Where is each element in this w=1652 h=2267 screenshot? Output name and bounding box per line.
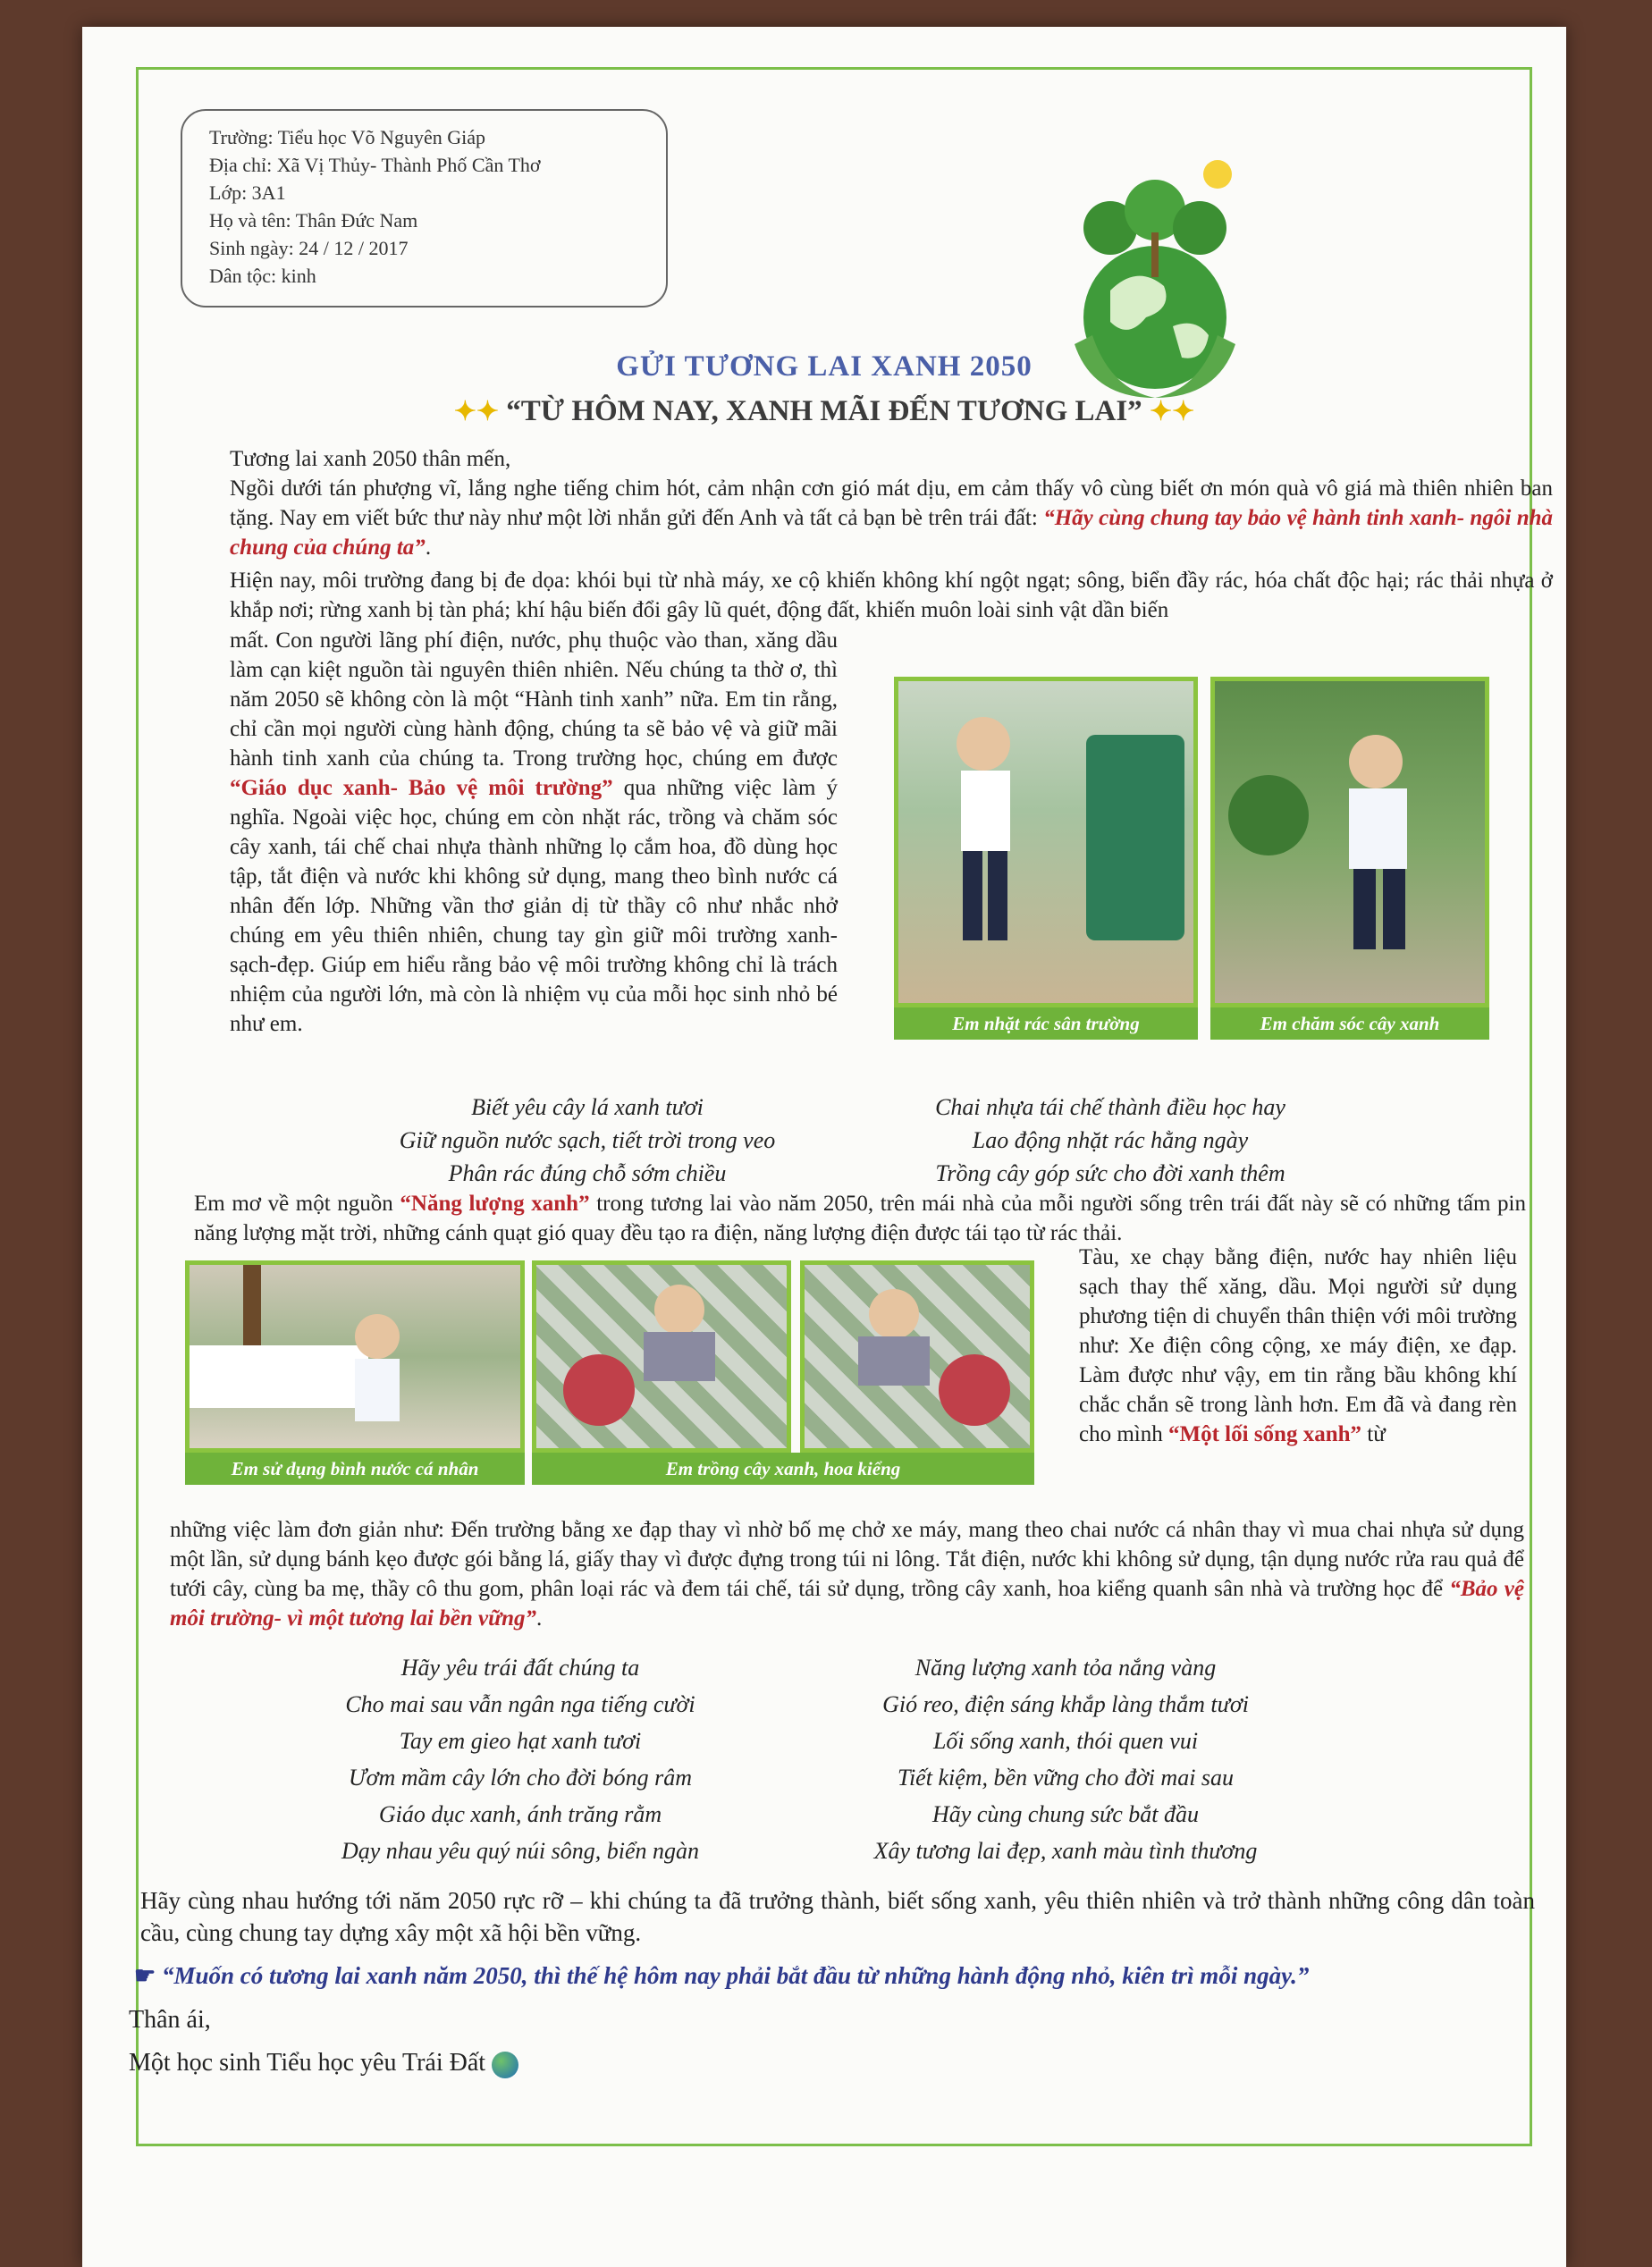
name-line: Họ và tên: Thân Đức Nam [209, 209, 418, 232]
class-line: Lớp: 3A1 [209, 181, 286, 204]
paragraph-7: Hãy cùng nhau hướng tới năm 2050 rực rỡ – khi chúng ta đã trưởng thành, biết sống xanh, yêu thiên nhiên và trở thành những công dân toàn cầu, cùng chung tay dựng xây một xã hội bền vững. [140, 1887, 1535, 1946]
globe-icon [492, 2052, 518, 2078]
student-info-box [181, 109, 668, 308]
address-line: Địa chỉ: Xã Vị Thủy- Thành Phố Cần Thơ [209, 154, 541, 176]
poem-1-right: Chai nhựa tái chế thành điều học hay Lao động nhặt rác hằng ngày Trồng cây góp sức cho đời xanh thêm [935, 1094, 1285, 1186]
photo-water-bottle [185, 1260, 525, 1453]
paragraph-2: Hiện nay, môi trường đang bị đe dọa: khói bụi từ nhà máy, xe cộ khiến không khí ngột ngạt; sông, biển đầy rác, hóa chất độc hại; rác thải nhựa ở khắp nơi; rừng xanh bị tàn phá; khí hậu biến đổi gây lũ quét, động đất, khiến muôn loài sinh vật dần biến [230, 569, 1553, 622]
letter-sheet [82, 27, 1566, 2267]
highlight-quote: “Hãy cùng chung tay bảo vệ hành tinh xanh- ngôi nhà chung của chúng ta” [230, 506, 1553, 560]
boy-watering-illustration [1215, 681, 1485, 1003]
paragraph-5: Tàu, xe chạy bằng điện, nước hay nhiên liệu sạch thay thế xăng, dầu. Mọi người sử dụng phương tiện di chuyển thân thiện với môi trường như: Xe điện công cộng, xe máy điện, xe đạp. Làm được như vậy, em tin rằng bầu không khí chắc chắn sẽ trong lành hơn. Em đã và đang rèn cho mình “Một lối sống xanh” từ [1079, 1245, 1517, 1446]
signature: Một học sinh Tiểu học yêu Trái Đất [129, 2049, 518, 2078]
greeting: Tương lai xanh 2050 thân mến, [230, 447, 511, 471]
poem-2-left: Hãy yêu trái đất chúng ta Cho mai sau vẫn ngân nga tiếng cười Tay em gieo hạt xanh tươi Ươm mầm cây lớn cho đời bóng râm Giáo dục xanh, ánh trăng rằm Dạy nhau yêu quý núi sông, biển ngàn [341, 1655, 700, 1864]
star-icon: ✦✦ [1149, 397, 1195, 426]
letter-subtitle: ✦✦ “TỪ HÔM NAY, XANH MÃI ĐẾN TƯƠNG LAI” ✦✦ [453, 395, 1195, 427]
paragraph-1: Ngồi dưới tán phượng vĩ, lắng nghe tiếng chim hót, cảm nhận cơn gió mát dịu, em cảm thấy vô cùng biết ơn món quà vô giá mà thiên nhiên ban tặng. Nay em viết bức thư này như một lời nhắn gửi đến Anh và tất cả bạn bè trên trái đất: “Hãy cùng chung tay bảo vệ hành tinh xanh- ngôi nhà chung của chúng ta”. [230, 476, 1553, 560]
highlight-green-energy: “Năng lượng xanh” [400, 1192, 590, 1216]
paragraph-4: Em mơ về một nguồn “Năng lượng xanh” trong tương lai vào năm 2050, trên mái nhà của mỗi người sống trên trái đất này sẽ có những tấm pin năng lượng mặt trời, những cánh quạt gió quay đều tạo ra điện, năng lượng điện được tái tạo từ rác thải. [194, 1192, 1526, 1245]
boy-trash-bin-illustration [898, 681, 1193, 1003]
boy-planting-illustration [536, 1265, 787, 1448]
photo-planting-2 [800, 1260, 1034, 1453]
photo-planting-1 [532, 1260, 791, 1453]
ethnic-line: Dân tộc: kinh [209, 265, 316, 287]
paragraph-6: những việc làm đơn giản như: Đến trường bằng xe đạp thay vì nhờ bố mẹ chở xe máy, mang theo chai nước cá nhân thay vì mua chai nhựa sử dụng một lần, sử dụng bánh kẹo được gói bằng lá, giấy thay vì được đựng trong túi ni lông. Tắt điện, nước khi không sử dụng, tận dụng nước rửa rau quả để tưới cây, cùng ba mẹ, thầy cô thu gom, phân loại rác và đem tái chế, tái sử dụng, trồng cây xanh, hoa kiểng quanh sân nhà và trường học để “Bảo vệ môi trường- vì một tương lai bền vững”. [170, 1518, 1524, 1631]
letter-title: GỬI TƯƠNG LAI XANH 2050 [616, 350, 1032, 383]
star-icon: ✦✦ [453, 397, 500, 426]
closing: Thân ái, [129, 2006, 211, 2034]
photo-picking-trash [894, 677, 1198, 1007]
poem-1-left: Biết yêu cây lá xanh tươi Giữ nguồn nước sạch, tiết trời trong veo Phân rác đúng chỗ sớm chiều [399, 1094, 776, 1186]
caption-planting: Em trồng cây xanh, hoa kiểng [532, 1453, 1034, 1485]
pointing-hand-icon: ☛ [134, 1962, 156, 1989]
highlight-green-lifestyle: “Một lối sống xanh” [1168, 1422, 1362, 1446]
caption-watering-plants: Em chăm sóc cây xanh [1210, 1007, 1489, 1040]
photo-watering-plants [1210, 677, 1489, 1007]
birth-line: Sinh ngày: 24 / 12 / 2017 [209, 237, 409, 259]
highlight-sustainable: “Bảo vệ môi trường- vì một tương lai bền vững” [170, 1577, 1524, 1631]
caption-water-bottle: Em sử dụng bình nước cá nhân [185, 1453, 525, 1485]
closing-quote: ☛ “Muốn có tương lai xanh năm 2050, thì thế hệ hôm nay phải bắt đầu từ những hành động nhỏ, kiên trì mỗi ngày.” [134, 1962, 1310, 1989]
caption-picking-trash: Em nhặt rác sân trường [894, 1007, 1198, 1040]
boy-planting-illustration [805, 1265, 1030, 1448]
boy-bench-illustration [190, 1265, 520, 1448]
poem-2-right: Năng lượng xanh tỏa nắng vàng Gió reo, điện sáng khắp làng thắm tươi Lối sống xanh, thói quen vui Tiết kiệm, bền vững cho đời mai sau Hãy cùng chung sức bắt đầu Xây tương lai đẹp, xanh màu tình thương [873, 1655, 1258, 1864]
school-line: Trường: Tiểu học Võ Nguyên Giáp [209, 126, 485, 148]
paragraph-3: mất. Con người lãng phí điện, nước, phụ thuộc vào than, xăng dầu làm cạn kiệt nguồn tài nguyên thiên nhiên. Nếu chúng ta thờ ơ, thì năm 2050 sẽ không còn là một “Hành tinh xanh” nữa. Em tin rằng, chỉ cần mọi người cùng hành động, chúng ta sẽ bảo vệ và giữ mãi hành tinh xanh của chúng ta. Trong trường học, chúng em được “Giáo dục xanh- Bảo vệ môi trường” qua những việc làm ý nghĩa. Ngoài việc học, chúng em còn nhặt rác, trồng và chăm sóc cây xanh, tái chế chai nhựa thành những lọ cắm hoa, đồ dùng học tập, tắt điện và nước khi không sử dụng, mang theo bình nước cá nhân đến lớp. Những vần thơ giản dị từ thầy cô như nhắc nhở chúng em yêu thiên nhiên, chung tay gìn giữ môi trường xanh-sạch-đẹp. Giúp em hiểu rằng bảo vệ môi trường không chỉ là trách nhiệm của người lớn, mà còn là nhiệm vụ của mỗi học sinh nhỏ bé như em. [230, 628, 838, 1036]
highlight-green-education: “Giáo dục xanh- Bảo vệ môi trường” [230, 776, 613, 800]
